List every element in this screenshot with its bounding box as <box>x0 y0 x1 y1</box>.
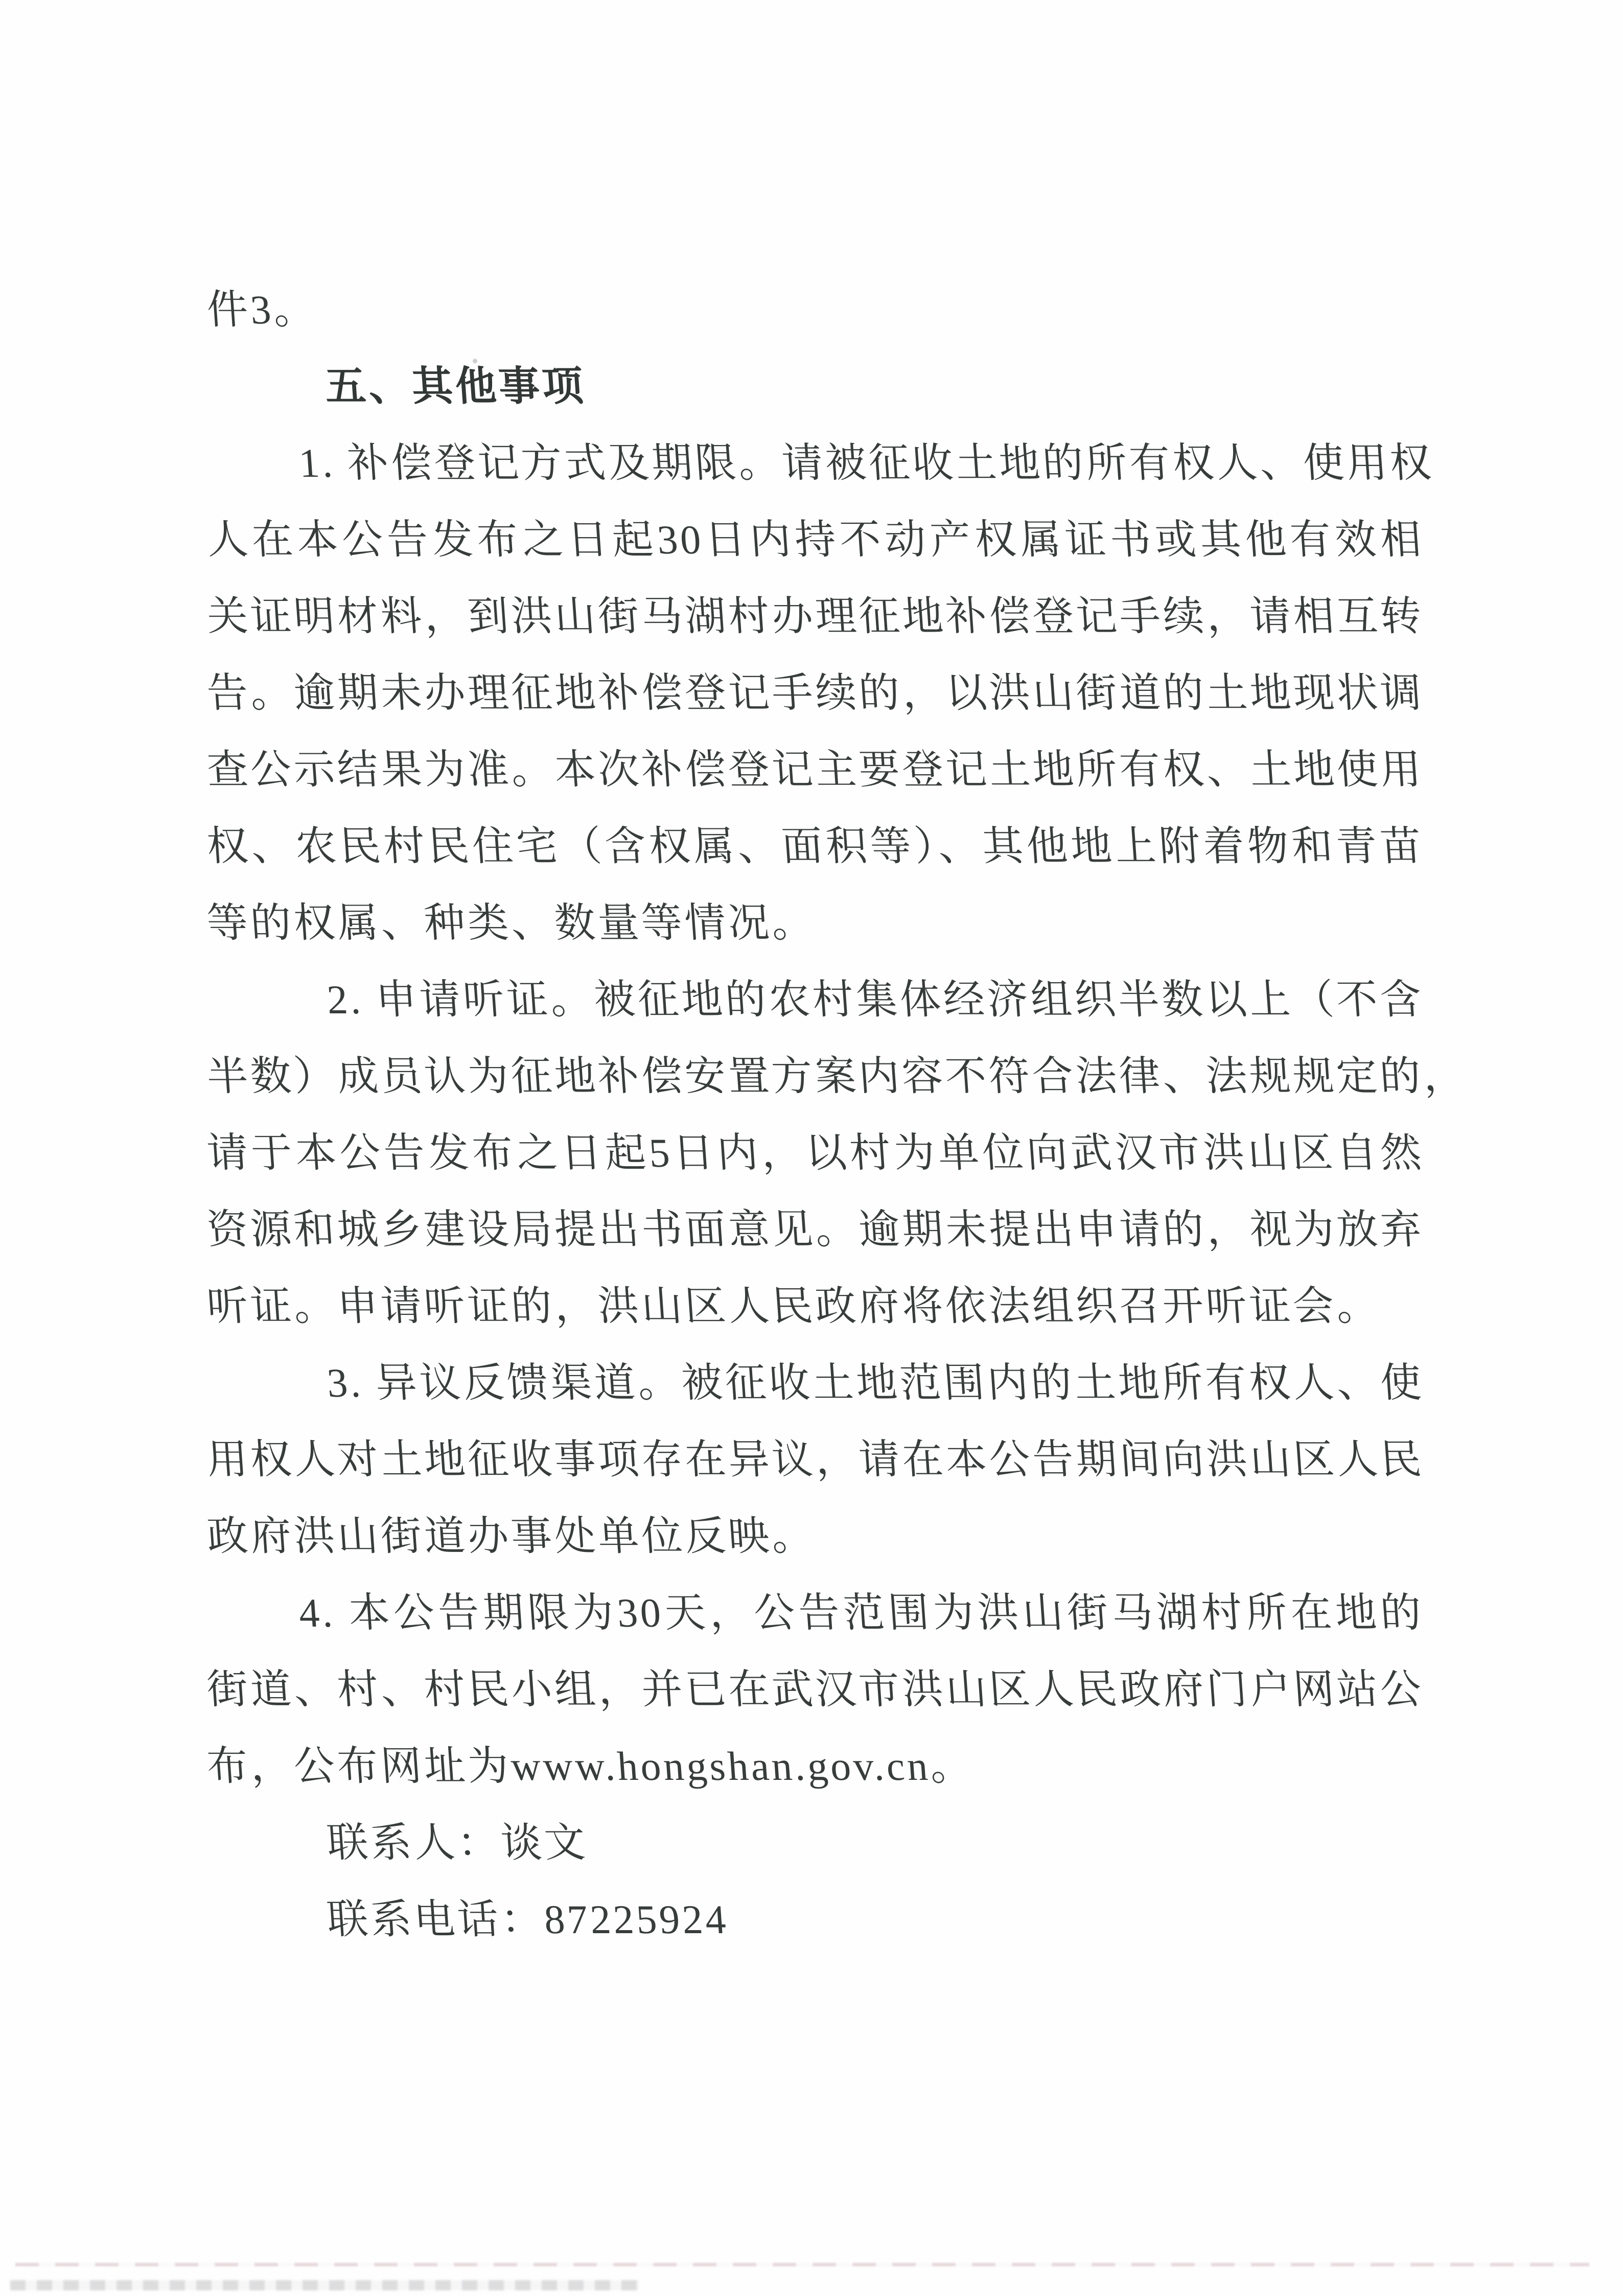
para-compensation-registration-line: 等的权属、种类、数量等情况。 <box>205 901 817 946</box>
document-body <box>205 272 1469 1958</box>
para-announcement-period-line: 4. 本公告期限为30天，公告范围为洪山街马湖村所在地的 <box>297 1591 1426 1636</box>
scan-smudge-artifact <box>10 2280 639 2290</box>
section-heading-other-matters: 五、其他事项 <box>323 364 588 409</box>
para-compensation-registration-line: 1. 补偿登记方式及期限。请被征收土地的所有权人、使用权 <box>297 441 1435 486</box>
para-announcement-period-line: 街道、村、村民小组，并已在武汉市洪山区人民政府门户网站公 <box>205 1667 1426 1712</box>
scan-dashed-line-artifact <box>15 2263 1589 2266</box>
scan-speck-artifact <box>473 359 477 363</box>
para-compensation-registration-line: 权、农民村民住宅（含权属、面积等）、其他地上附着物和青苗 <box>205 824 1426 869</box>
para-hearing-request-line: 听证。申请听证的，洪山区人民政府将依法组织召开听证会。 <box>205 1284 1382 1329</box>
para-hearing-request-line: 请于本公告发布之日起5日内，以村为单位向武汉市洪山区自然 <box>205 1131 1426 1176</box>
para-hearing-request-line: 半数）成员认为征地补偿安置方案内容不符合法律、法规规定的， <box>205 1054 1469 1099</box>
para-compensation-registration-line: 告。逾期未办理征地补偿登记手续的，以洪山街道的土地现状调 <box>205 671 1426 716</box>
para-hearing-request-line: 2. 申请听证。被征地的农村集体经济组织半数以上（不含 <box>325 978 1426 1023</box>
para-hearing-request-line: 资源和城乡建设局提出书面意见。逾期未提出申请的，视为放弃 <box>205 1208 1426 1253</box>
para-objection-channel-line: 用权人对土地征收事项存在异议，请在本公告期间向洪山区人民 <box>205 1437 1426 1482</box>
para-objection-channel-line: 政府洪山街道办事处单位反映。 <box>205 1514 817 1559</box>
para-objection-channel-line: 3. 异议反馈渠道。被征收土地范围内的土地所有权人、使 <box>325 1361 1426 1406</box>
para-compensation-registration-line: 人在本公告发布之日起30日内持不动产权属证书或其他有效相 <box>205 518 1426 563</box>
para-compensation-registration-line: 关证明材料，到洪山街马湖村办理征地补偿登记手续，请相互转 <box>205 594 1426 639</box>
contact-person-line: 联系人：谈文 <box>325 1821 590 1866</box>
contact-phone-line: 联系电话：87225924 <box>325 1897 730 1942</box>
page-continuation-text: 件3。 <box>205 288 319 333</box>
para-announcement-period-line: 布，公布网址为www.hongshan.gov.cn。 <box>205 1744 976 1789</box>
para-compensation-registration-line: 查公示结果为准。本次补偿登记主要登记土地所有权、土地使用 <box>205 748 1426 793</box>
